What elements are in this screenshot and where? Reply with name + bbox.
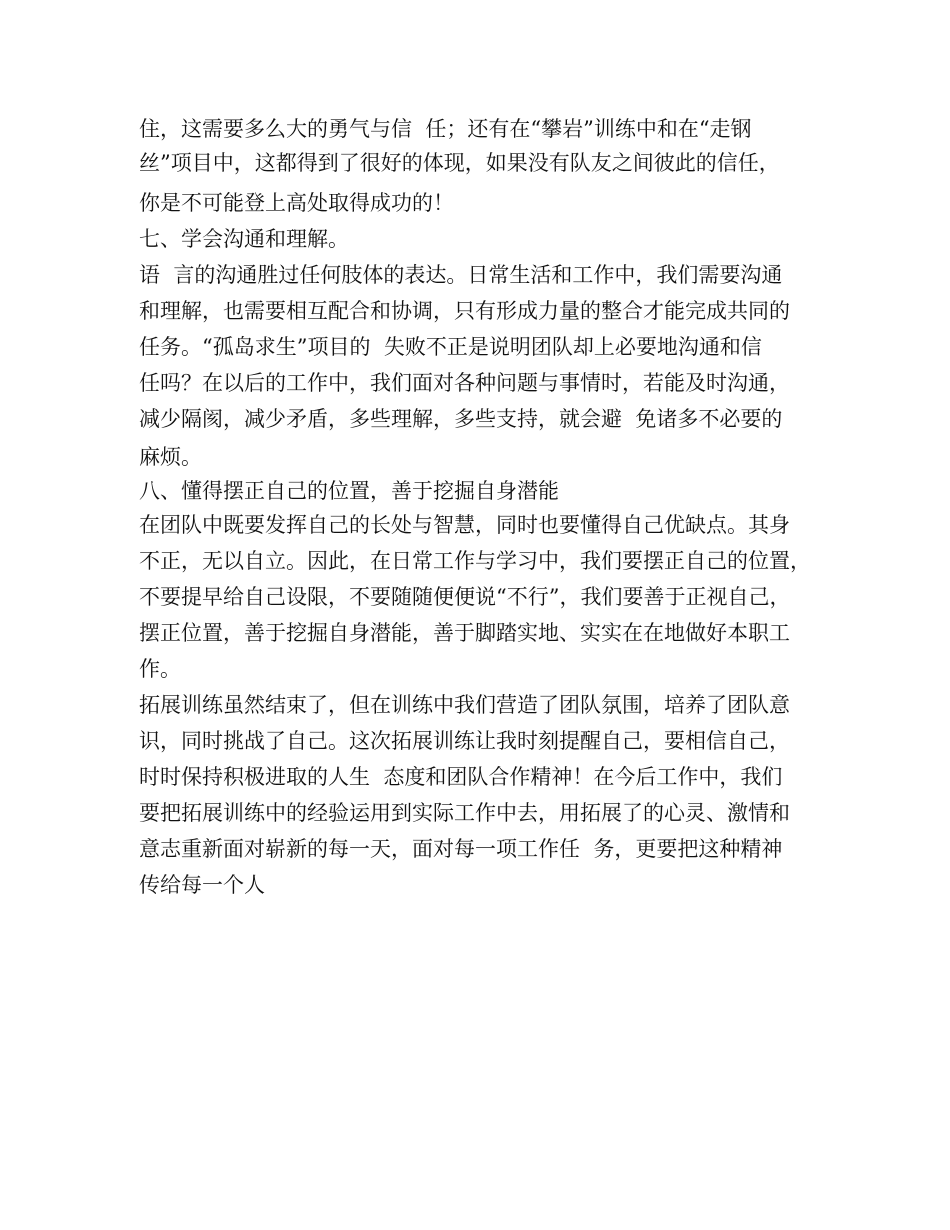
text-line: 识，同时挑战了自己。这次拓展训练让我时刻提醒自己，要相信自己， bbox=[139, 729, 790, 753]
text-line: 不要提早给自己设限，不要随随便便说“不行”，我们要善于正视自己， bbox=[139, 585, 791, 609]
text-line: 意志重新面对崭新的每一天，面对每一项工作任 务，更要把这种精神 bbox=[139, 837, 783, 861]
text-line: 住，这需要多么大的勇气与信 任；还有在“攀岩”训练中和在“走钢 bbox=[139, 117, 752, 141]
text-line: 和理解，也需要相互配合和协调，只有形成力量的整合才能完成共同的 bbox=[139, 299, 790, 323]
text-line: 丝”项目中，这都得到了很好的体现，如果没有队友之间彼此的信任， bbox=[139, 151, 780, 175]
text-line: 摆正位置，善于挖掘自身潜能，善于脚踏实地、实实在在地做好本职工 bbox=[139, 621, 790, 645]
section-heading: 七、学会沟通和理解。 bbox=[139, 227, 349, 251]
text-line: 不正，无以自立。因此，在日常工作与学习中，我们要摆正自己的位置， bbox=[139, 549, 811, 573]
text-line: 减少隔阂，减少矛盾，多些理解，多些支持，就会避 免诸多不必要的 bbox=[139, 407, 783, 431]
text-line: 传给每一个人 bbox=[139, 873, 265, 897]
text-line: 在团队中既要发挥自己的长处与智慧，同时也要懂得自己优缺点。其身 bbox=[139, 513, 790, 537]
text-line: 语 言的沟通胜过任何肢体的表达。日常生活和工作中，我们需要沟通 bbox=[139, 263, 783, 287]
text-line: 任务。“孤岛求生”项目的 失败不正是说明团队却上必要地沟通和信 bbox=[139, 335, 762, 359]
text-line: 你是不可能登上高处取得成功的！ bbox=[139, 191, 454, 215]
text-line: 拓展训练虽然结束了，但在训练中我们营造了团队氛围，培养了团队意 bbox=[139, 693, 790, 717]
text-line: 麻烦。 bbox=[139, 445, 202, 469]
text-line: 作。 bbox=[139, 657, 181, 681]
text-line: 要把拓展训练中的经验运用到实际工作中去，用拓展了的心灵、激情和 bbox=[139, 801, 790, 825]
text-line: 时时保持积极进取的人生 态度和团队合作精神！在今后工作中，我们 bbox=[139, 765, 783, 789]
section-heading: 八、懂得摆正自己的位置，善于挖掘自身潜能 bbox=[139, 479, 559, 503]
text-line: 任吗？在以后的工作中，我们面对各种问题与事情时，若能及时沟通， bbox=[139, 371, 790, 395]
